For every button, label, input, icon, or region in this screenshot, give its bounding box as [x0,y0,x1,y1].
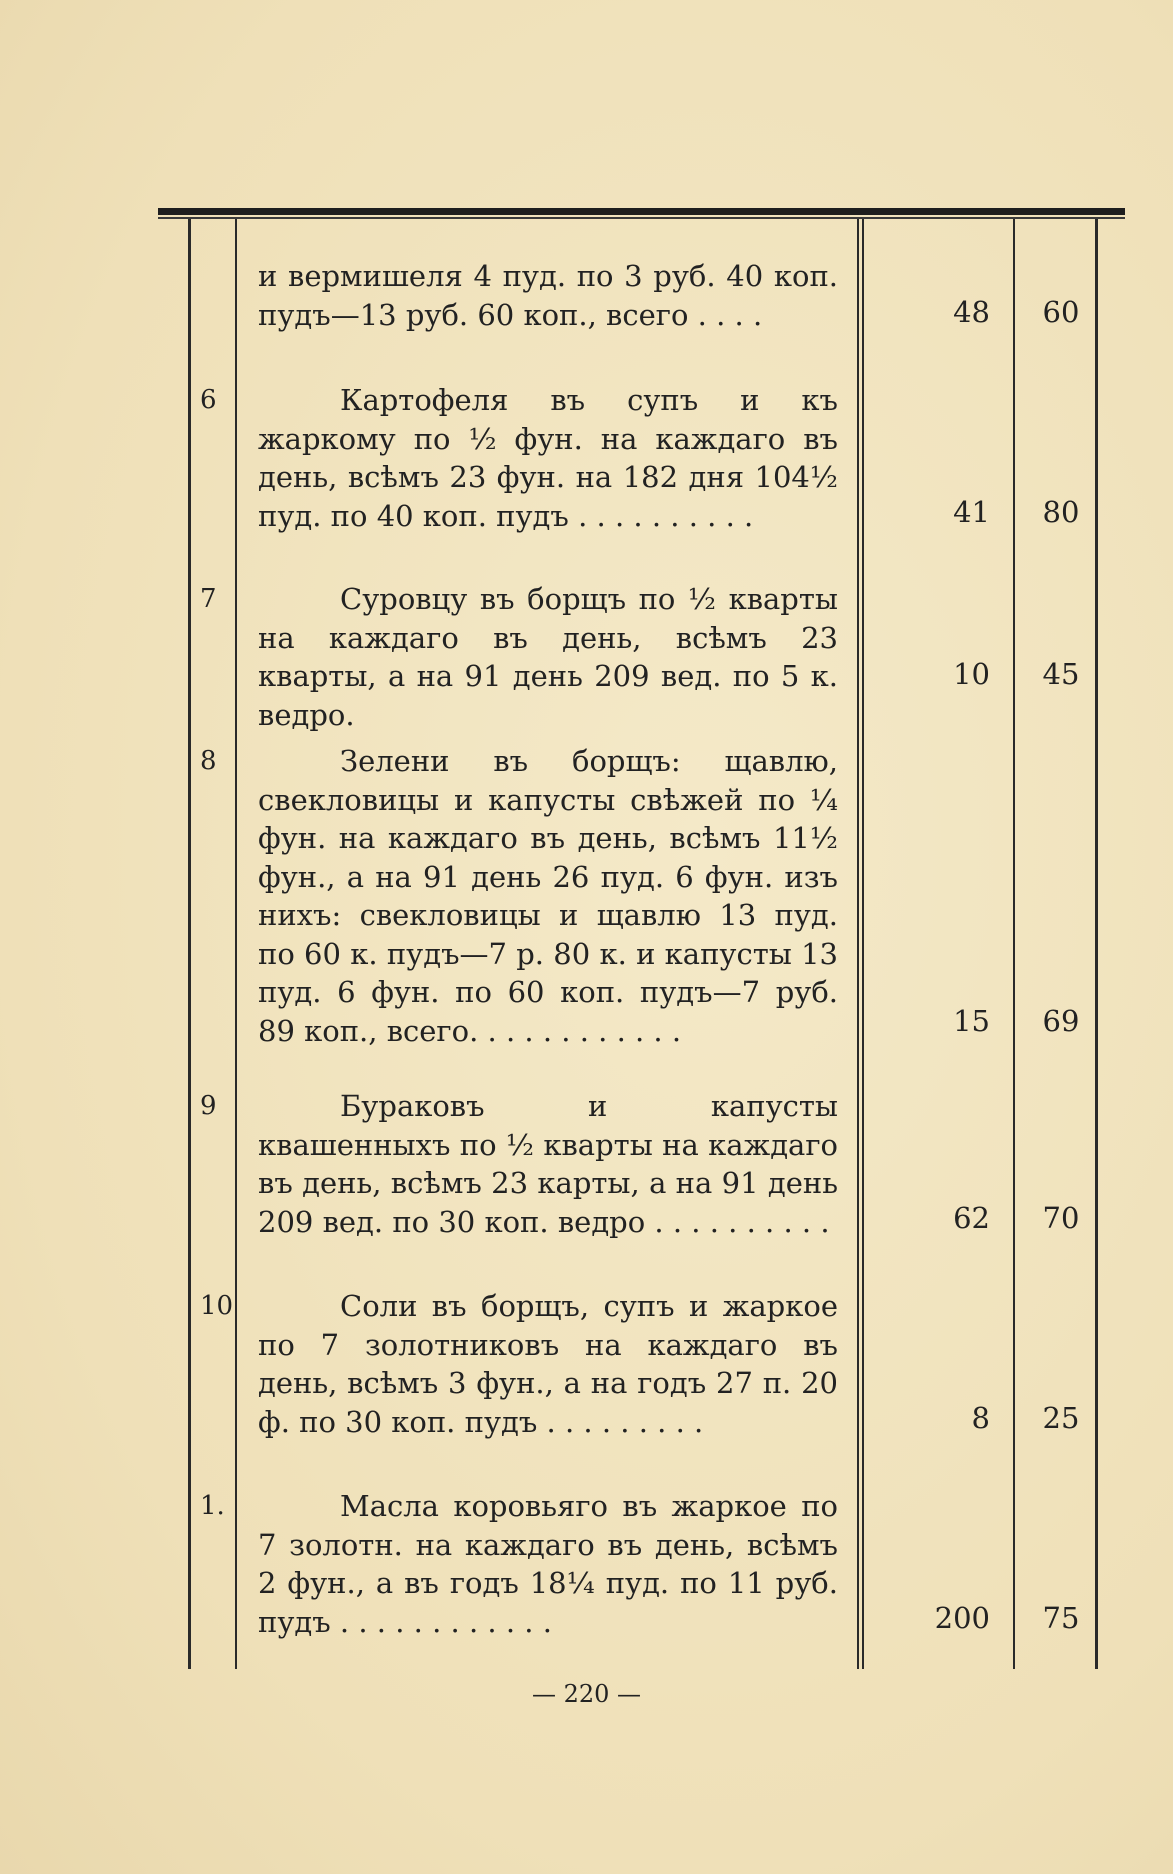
item-description: Зелени въ борщъ: щавлю, свекловицы и капусты свѣжей по ¼ фун. на каждаго въ день, всѣмъ 11½ фун., а на 91 день 26 пуд. 6 фун. изъ нихъ: свекловицы и щавлю 13 пуд. по 60 к. пудъ—7 р. 80 к. и капусты 13 пуд. 6 фун. по 60 коп. пудъ—7 руб. 89 коп., всего. . . . . . . . . . . . [258,744,838,1048]
item-number: 9 [200,1091,217,1121]
item-number: 10 [200,1291,234,1321]
right-border-line [1095,219,1098,1669]
top-rule [158,208,1125,215]
item-description: Картофеля въ супъ и къ жаркому по ½ фун. на каждаго въ день, всѣмъ 23 фун. на 182 дня 104½ пуд. по 40 коп. пудъ . . . . . . . . . . [258,383,838,533]
rubles-value: 10 [953,657,990,691]
kopeks-value: 70 [1042,1201,1080,1235]
rubles-value: 8 [971,1401,990,1435]
kopeks-value: 69 [1042,1004,1080,1038]
kopeks-value: 75 [1042,1601,1080,1635]
item-description: Соли въ борщъ, супъ и жаркое по 7 золотниковъ на каждаго въ день, всѣмъ 3 фун., а на годъ 27 п. 20 ф. по 30 коп. пудъ . . . . . . . . . [258,1289,838,1439]
kopeks-value: 25 [1042,1401,1080,1435]
item-description: Суровцу въ борщъ по ½ кварты на каждаго въ день, всѣмъ 23 кварты, а на 91 день 209 вед. по 5 к. ведро. [258,582,838,732]
kopeks-value: 45 [1042,657,1080,691]
left-border-line [188,219,191,1669]
item-number: 8 [200,746,217,776]
item-description: и вермишеля 4 пуд. по 3 руб. 40 коп. пудъ—13 руб. 60 коп., всего . . . . [258,259,838,332]
rubles-value: 15 [953,1004,990,1038]
text-column-line [857,219,859,1669]
item-description: Масла коровьяго въ жаркое по 7 золотн. на каждаго въ день, всѣмъ 2 фун., а въ годъ 18¼ пуд. по 11 руб. пудъ . . . . . . . . . . . . [258,1489,838,1639]
number-column-line [235,219,237,1669]
rubles-value: 200 [934,1601,990,1635]
item-description: Бураковъ и капусты квашенныхъ по ½ кварты на каждаго въ день, всѣмъ 23 карты, а на 91 день 209 вед. по 30 коп. ведро . . . . . . . . . . [258,1089,838,1239]
text-column-line-2 [862,219,864,1669]
item-number: 7 [200,584,217,614]
item-number: 1. [200,1491,225,1521]
rubles-value: 41 [953,495,990,529]
rubles-value: 62 [953,1201,990,1235]
kopeks-value: 60 [1042,295,1080,329]
item-number: 6 [200,385,217,415]
rubles-kopeks-divider [1013,219,1015,1669]
kopeks-value: 80 [1042,495,1080,529]
top-rule-thin [158,217,1125,219]
rubles-value: 48 [953,295,990,329]
page-number: — 220 — [531,1680,642,1708]
